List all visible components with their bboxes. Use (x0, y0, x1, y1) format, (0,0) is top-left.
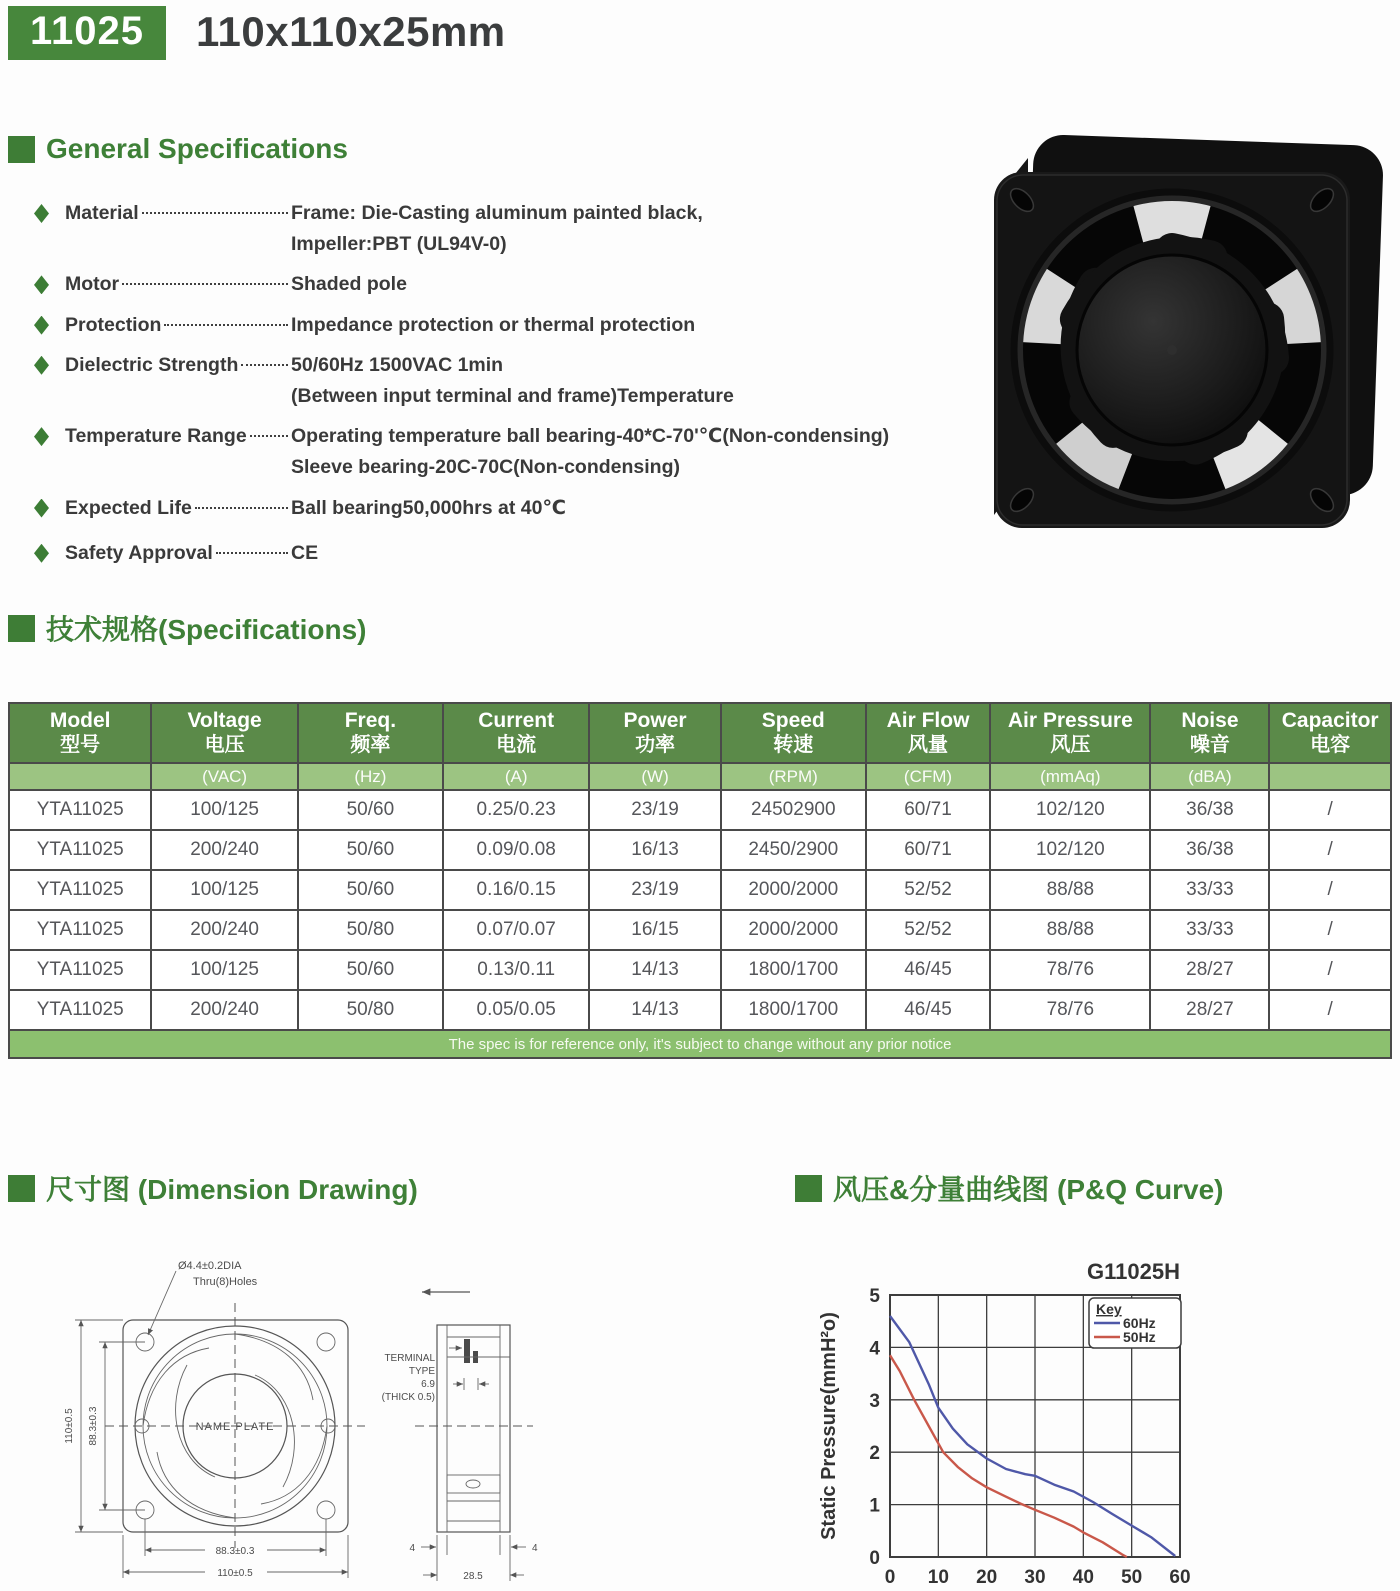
dotted-leader (216, 552, 288, 554)
curve-60hz (890, 1316, 1175, 1556)
general-specs-heading (8, 133, 348, 165)
spec-value-line2: Sleeve bearing-20C-70C(Non-condensing) (291, 456, 680, 479)
diamond-bullet-icon (34, 204, 49, 223)
spec-label: Motor (65, 273, 120, 296)
table-cell: 100/125 (151, 790, 297, 830)
column-header: Speed 转速 (721, 703, 866, 763)
table-cell: YTA11025 (9, 870, 151, 910)
table-cell: / (1269, 790, 1391, 830)
spec-value: Impedance protection or thermal protection (291, 313, 696, 336)
table-cell: 0.07/0.07 (443, 910, 589, 950)
table-row (9, 950, 1391, 990)
x-tick-label: 50 (1121, 1567, 1143, 1587)
table-cell: 14/13 (589, 990, 720, 1030)
table-cell: 50/80 (298, 910, 443, 950)
dim-width-label: 110±0.5 (217, 1568, 253, 1579)
table-cell: 33/33 (1150, 870, 1269, 910)
curve-50hz (890, 1355, 1127, 1557)
y-axis-label: Static Pressure(mmH²o) (818, 1312, 840, 1540)
diamond-bullet-icon (34, 275, 49, 294)
column-header: Air Flow 风量 (866, 703, 990, 763)
table-cell: YTA11025 (9, 790, 151, 830)
spec-label: Dielectric Strength (65, 353, 239, 376)
spec-label: Temperature Range (65, 425, 247, 448)
table-cell: 0.16/0.15 (443, 870, 589, 910)
x-tick-label: 60 (1169, 1567, 1191, 1587)
table-cell: 1800/1700 (721, 950, 866, 990)
table-cell: 50/80 (298, 990, 443, 1030)
dotted-leader (164, 324, 288, 326)
spec-label: Material (65, 202, 139, 224)
column-header: Noise 噪音 (1150, 703, 1269, 763)
dimension-drawing (45, 1245, 635, 1590)
dotted-leader (250, 435, 288, 437)
spec-list-item (34, 350, 974, 412)
column-header: Voltage 电压 (151, 703, 297, 763)
fan-product-image (980, 130, 1395, 540)
x-tick-label: 40 (1072, 1567, 1094, 1587)
table-cell: 88/88 (990, 870, 1150, 910)
table-cell: 0.09/0.08 (443, 830, 589, 870)
page-title: 110x110x25mm (196, 8, 506, 55)
table-cell: / (1269, 950, 1391, 990)
x-tick-label: 30 (1024, 1567, 1046, 1587)
dim-4-right-label: 4 (532, 1543, 538, 1554)
diamond-bullet-icon (34, 356, 49, 375)
spec-table (8, 702, 1392, 1059)
table-cell: / (1269, 990, 1391, 1030)
table-row (9, 910, 1391, 950)
terminal-label-2: TYPE (408, 1366, 435, 1377)
table-cell: 52/52 (866, 910, 990, 950)
spec-value: Ball bearing50,000hrs at 40℃ (291, 496, 567, 519)
legend-label: 50Hz (1123, 1329, 1156, 1345)
table-cell: 102/120 (990, 830, 1150, 870)
dimension-heading (8, 1168, 418, 1208)
legend-title: Key (1096, 1301, 1122, 1317)
table-cell: / (1269, 870, 1391, 910)
spec-table-container (8, 702, 1392, 1059)
column-header: Air Pressure 风压 (990, 703, 1150, 763)
dotted-leader (122, 283, 288, 285)
dim-depth-label: 28.5 (463, 1571, 483, 1582)
table-cell: 60/71 (866, 830, 990, 870)
table-cell: 200/240 (151, 990, 297, 1030)
table-cell: 0.05/0.05 (443, 990, 589, 1030)
table-cell: 0.25/0.23 (443, 790, 589, 830)
unit-row (9, 763, 1391, 790)
general-spec-list (34, 198, 974, 578)
table-cell: / (1269, 910, 1391, 950)
y-tick-label: 1 (869, 1495, 880, 1517)
spec-value: 50/60Hz 1500VAC 1min (291, 353, 504, 376)
hole-diameter-note: Ø4.4±0.2DIA (178, 1260, 242, 1272)
table-cell: 33/33 (1150, 910, 1269, 950)
table-cell: 28/27 (1150, 950, 1269, 990)
y-tick-label: 3 (869, 1390, 880, 1412)
spec-value-line2: (Between input terminal and frame)Temperature (291, 384, 734, 407)
table-cell: 2450/2900 (721, 830, 866, 870)
column-header: Current 电流 (443, 703, 589, 763)
column-header: Model 型号 (9, 703, 151, 763)
table-cell: YTA11025 (9, 990, 151, 1030)
spec-label: Protection (65, 313, 162, 336)
column-header: Power 功率 (589, 703, 720, 763)
x-tick-label: 10 (927, 1567, 949, 1587)
green-square-icon (8, 136, 35, 163)
spec-list-item (34, 198, 974, 260)
table-cell: 2000/2000 (721, 870, 866, 910)
dim-inner-h-label: 88.3±0.3 (215, 1546, 255, 1557)
x-tick-label: 0 (884, 1567, 896, 1587)
table-row (9, 790, 1391, 830)
y-tick-label: 2 (869, 1443, 880, 1465)
table-cell: 36/38 (1150, 790, 1269, 830)
spec-value-line2: Impeller:PBT (UL94V-0) (291, 233, 507, 256)
table-cell: 102/120 (990, 790, 1150, 830)
unit-cell: (VAC) (151, 763, 297, 790)
y-tick-label: 5 (869, 1286, 880, 1307)
terminal-label-3: 6.9 (421, 1379, 435, 1390)
dim-4-left-label: 4 (409, 1543, 415, 1554)
table-cell: 52/52 (866, 870, 990, 910)
unit-cell: (Hz) (298, 763, 443, 790)
table-cell: 88/88 (990, 910, 1150, 950)
table-cell: 1800/1700 (721, 990, 866, 1030)
unit-cell: (CFM) (866, 763, 990, 790)
table-cell: 23/19 (589, 790, 720, 830)
table-cell: 78/76 (990, 990, 1150, 1030)
table-cell: 36/38 (1150, 830, 1269, 870)
legend-label: 60Hz (1123, 1315, 1156, 1331)
table-cell: YTA11025 (9, 950, 151, 990)
table-cell: 0.13/0.11 (443, 950, 589, 990)
table-cell: 50/60 (298, 830, 443, 870)
table-cell: 14/13 (589, 950, 720, 990)
green-square-icon (8, 1175, 35, 1202)
spec-list-item (34, 538, 974, 569)
spec-table-heading-text: 技术规格(Specifications) (46, 614, 367, 645)
table-footnote-row (9, 1030, 1391, 1058)
dotted-leader (241, 364, 288, 366)
table-row (9, 870, 1391, 910)
table-cell: / (1269, 830, 1391, 870)
terminal-label-4: (THICK 0.5) (381, 1392, 435, 1403)
table-cell: 200/240 (151, 830, 297, 870)
table-cell: 78/76 (990, 950, 1150, 990)
table-cell: 200/240 (151, 910, 297, 950)
spec-list-item (34, 421, 974, 483)
table-row (9, 990, 1391, 1030)
column-header: Capacitor 电容 (1269, 703, 1391, 763)
x-tick-label: 20 (976, 1567, 998, 1587)
table-cell: 23/19 (589, 870, 720, 910)
diamond-bullet-icon (34, 499, 49, 518)
table-cell: 46/45 (866, 950, 990, 990)
table-cell: 100/125 (151, 870, 297, 910)
name-plate-label: NAME PLATE (195, 1421, 275, 1433)
spec-list-item (34, 310, 974, 341)
diamond-bullet-icon (34, 316, 49, 335)
unit-cell: (RPM) (721, 763, 866, 790)
table-cell: 50/60 (298, 950, 443, 990)
diamond-bullet-icon (34, 544, 49, 563)
table-cell: YTA11025 (9, 910, 151, 950)
table-cell: 100/125 (151, 950, 297, 990)
table-cell: 46/45 (866, 990, 990, 1030)
unit-cell: (A) (443, 763, 589, 790)
green-square-icon (8, 615, 35, 642)
table-cell: 50/60 (298, 870, 443, 910)
unit-cell: (mmAq) (990, 763, 1150, 790)
table-cell: 16/15 (589, 910, 720, 950)
spec-value: Frame: Die-Casting aluminum painted black, (291, 202, 703, 224)
table-cell: 28/27 (1150, 990, 1269, 1030)
dim-inner-v-label: 88.3±0.3 (88, 1406, 99, 1446)
pq-curve-heading-text: 风压&分量曲线图 (P&Q Curve) (833, 1174, 1224, 1205)
unit-cell: (W) (589, 763, 720, 790)
table-cell: 24502900 (721, 790, 866, 830)
table-cell: YTA11025 (9, 830, 151, 870)
general-specs-heading-text: General Specifications (46, 133, 348, 164)
unit-cell: (dBA) (1150, 763, 1269, 790)
pq-curve-heading (795, 1168, 1223, 1208)
chart-title: G11025H (1087, 1259, 1180, 1284)
hole-count-note: Thru(8)Holes (193, 1276, 258, 1288)
unit-cell (1269, 763, 1391, 790)
spec-list-item (34, 493, 974, 524)
table-header-row (9, 703, 1391, 763)
table-cell: 2000/2000 (721, 910, 866, 950)
green-square-icon (795, 1175, 822, 1202)
column-header: Freq. 频率 (298, 703, 443, 763)
spec-label: Expected Life (65, 496, 192, 519)
table-cell: 60/71 (866, 790, 990, 830)
dotted-leader (142, 212, 288, 214)
table-row (9, 830, 1391, 870)
terminal-label-1: TERMINAL (384, 1353, 435, 1364)
dim-height-label: 110±0.5 (64, 1408, 75, 1444)
y-tick-label: 0 (869, 1548, 880, 1569)
model-badge: 11025 (8, 6, 166, 60)
spec-label: Safety Approval (65, 541, 213, 564)
dimension-heading-text: 尺寸图 (Dimension Drawing) (46, 1174, 418, 1205)
y-tick-label: 4 (869, 1338, 880, 1360)
spec-list-item (34, 269, 974, 300)
table-footnote: The spec is for reference only, it's subject to change without any prior notice (9, 1030, 1391, 1058)
table-cell: 50/60 (298, 790, 443, 830)
spec-value: Operating temperature ball bearing-40*C-70'℃(Non-condensing) (291, 425, 890, 448)
diamond-bullet-icon (34, 427, 49, 446)
unit-cell (9, 763, 151, 790)
spec-value: Shaded pole (291, 273, 407, 296)
spec-value: CE (291, 541, 319, 564)
table-cell: 16/13 (589, 830, 720, 870)
spec-table-heading (8, 608, 366, 648)
pq-curve-chart (795, 1222, 1225, 1587)
dotted-leader (195, 507, 288, 509)
